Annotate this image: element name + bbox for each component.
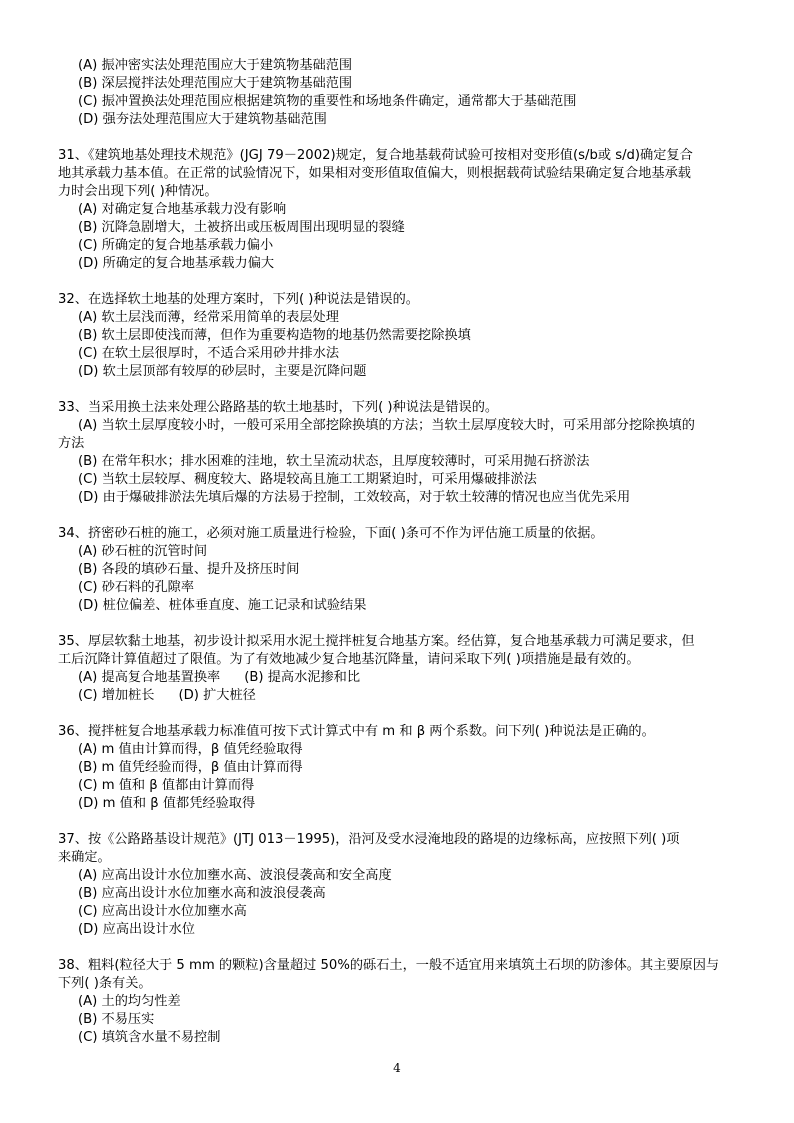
option-a: (A) 振冲密实法处理范围应大于建筑物基础范围: [78, 58, 353, 73]
option-a: (A) 当软土层厚度较小时，一般可采用全部挖除换填的方法；当软土层厚度较大时，可采用部分挖除换填的: [78, 418, 695, 433]
option-a: (A) m 值由计算而得，β 值凭经验取得: [78, 742, 303, 757]
option-c: (C) 增加桩长: [78, 688, 155, 703]
option-d: (D) 扩大桩径: [178, 688, 256, 703]
question-stem: 34、挤密砂石桩的施工，必须对施工质量进行检验，下面( )条可不作为评估施工质量的依据。: [58, 526, 604, 541]
option-d: (D) 强夯法处理范围应大于建筑物基础范围: [78, 112, 327, 127]
option-row: [58, 669, 738, 687]
question-stem: 36、搅拌桩复合地基承载力标准值可按下式计算式中有 m 和 β 两个系数。问下列( )种说法是正确的。: [58, 724, 655, 739]
option-b: (B) 沉降急剧增大，土被挤出或压板周围出现明显的裂缝: [78, 220, 405, 235]
option-a: (A) 土的均匀性差: [78, 994, 181, 1009]
question-stem: 来确定。: [58, 850, 111, 865]
question-stem: 31、《建筑地基处理技术规范》(JGJ 79－2002)规定，复合地基载荷试验可按相对变形值(s/b或 s/d)确定复合: [58, 148, 693, 163]
option-d: (D) 软土层顶部有较厚的砂层时，主要是沉降问题: [78, 364, 367, 379]
option-c: (C) 应高出设计水位加壅水高: [78, 904, 247, 919]
option-a: (A) 提高复合地基置换率: [78, 670, 221, 685]
option-b: (B) 各段的填砂石量、提升及挤压时间: [78, 562, 300, 577]
option-a: (A) 对确定复合地基承载力没有影响: [78, 202, 287, 217]
question-stem: 工后沉降计算值超过了限值。为了有效地减少复合地基沉降量，请问采取下列( )项措施是最有效的。: [58, 652, 640, 667]
page-number: 4: [393, 1061, 401, 1075]
question-35: [58, 633, 738, 705]
option-b: (B) 在常年积水；排水困难的洼地，软土呈流动状态，且厚度较薄时，可采用抛石挤淤法: [78, 454, 590, 469]
question-stem: 地其承载力基本值。在正常的试验情况下，如果相对变形值取值偏大，则根据载荷试验结果确定复合地基承载: [58, 166, 691, 181]
question-stem: 38、粗料(粒径大于 5 mm 的颗粒)含量超过 50%的砾石土，一般不适宜用来填筑土石坝的防渗体。其主要原因与: [58, 958, 720, 973]
question-33: [58, 399, 738, 507]
option-d: (D) 所确定的复合地基承载力偏大: [78, 256, 275, 271]
option-b: (B) 不易压实: [78, 1012, 155, 1027]
option-b: (B) 深层搅拌法处理范围应大于建筑物基础范围: [78, 76, 353, 91]
document-page: [58, 57, 738, 1047]
question-32: [58, 291, 738, 381]
option-b: (B) 应高出设计水位加壅水高和波浪侵袭高: [78, 886, 326, 901]
question-36: [58, 723, 738, 813]
option-c: (C) 当软土层较厚、稠度较大、路堤较高且施工工期紧迫时，可采用爆破排淤法: [78, 472, 537, 487]
question-31: [58, 147, 738, 273]
option-b: (B) 提高水泥掺和比: [244, 670, 361, 685]
question-stem: 下列( )条有关。: [58, 976, 152, 991]
option-c: (C) 在软土层很厚时，不适合采用砂井排水法: [78, 346, 340, 361]
option-b: (B) m 值凭经验而得，β 值由计算而得: [78, 760, 303, 775]
question-34: [58, 525, 738, 615]
option-c: (C) 所确定的复合地基承载力偏小: [78, 238, 274, 253]
question-stem: 力时会出现下列( )种情况。: [58, 184, 218, 199]
prev-question-options: [58, 57, 738, 129]
option-c: (C) m 值和 β 值都由计算而得: [78, 778, 255, 793]
option-c: (C) 填筑含水量不易控制: [78, 1030, 221, 1045]
option-d: (D) 桩位偏差、桩体垂直度、施工记录和试验结果: [78, 598, 367, 613]
option-a: (A) 应高出设计水位加壅水高、波浪侵袭高和安全高度: [78, 868, 392, 883]
option-c: (C) 振冲置换法处理范围应根据建筑物的重要性和场地条件确定，通常都大于基础范围: [78, 94, 577, 109]
option-a-continued: 方法: [58, 436, 85, 451]
option-d: (D) 由于爆破排淤法先填后爆的方法易于控制，工效较高，对于软土较薄的情况也应当优先采用: [78, 490, 631, 505]
option-b: (B) 软土层即使浅而薄，但作为重要构造物的地基仍然需要挖除换填: [78, 328, 471, 343]
option-a: (A) 砂石桩的沉管时间: [78, 544, 208, 559]
option-row: [58, 687, 738, 705]
option-d: (D) m 值和 β 值都凭经验取得: [78, 796, 256, 811]
question-stem: 35、厚层软黏土地基，初步设计拟采用水泥土搅拌桩复合地基方案。经估算，复合地基承载力可满足要求，但: [58, 634, 695, 649]
option-a: (A) 软土层浅而薄，经常采用简单的表层处理: [78, 310, 339, 325]
question-38: [58, 957, 738, 1047]
question-stem: 33、当采用换土法来处理公路路基的软土地基时，下列( )种说法是错误的。: [58, 400, 499, 415]
question-37: [58, 831, 738, 939]
question-stem: 32、在选择软土地基的处理方案时，下列( )种说法是错误的。: [58, 292, 419, 307]
question-stem: 37、按《公路路基设计规范》(JTJ 013－1995)，沿河及受水浸淹地段的路堤的边缘标高，应按照下列( )项: [58, 832, 680, 847]
option-d: (D) 应高出设计水位: [78, 922, 195, 937]
option-c: (C) 砂石料的孔隙率: [78, 580, 195, 595]
